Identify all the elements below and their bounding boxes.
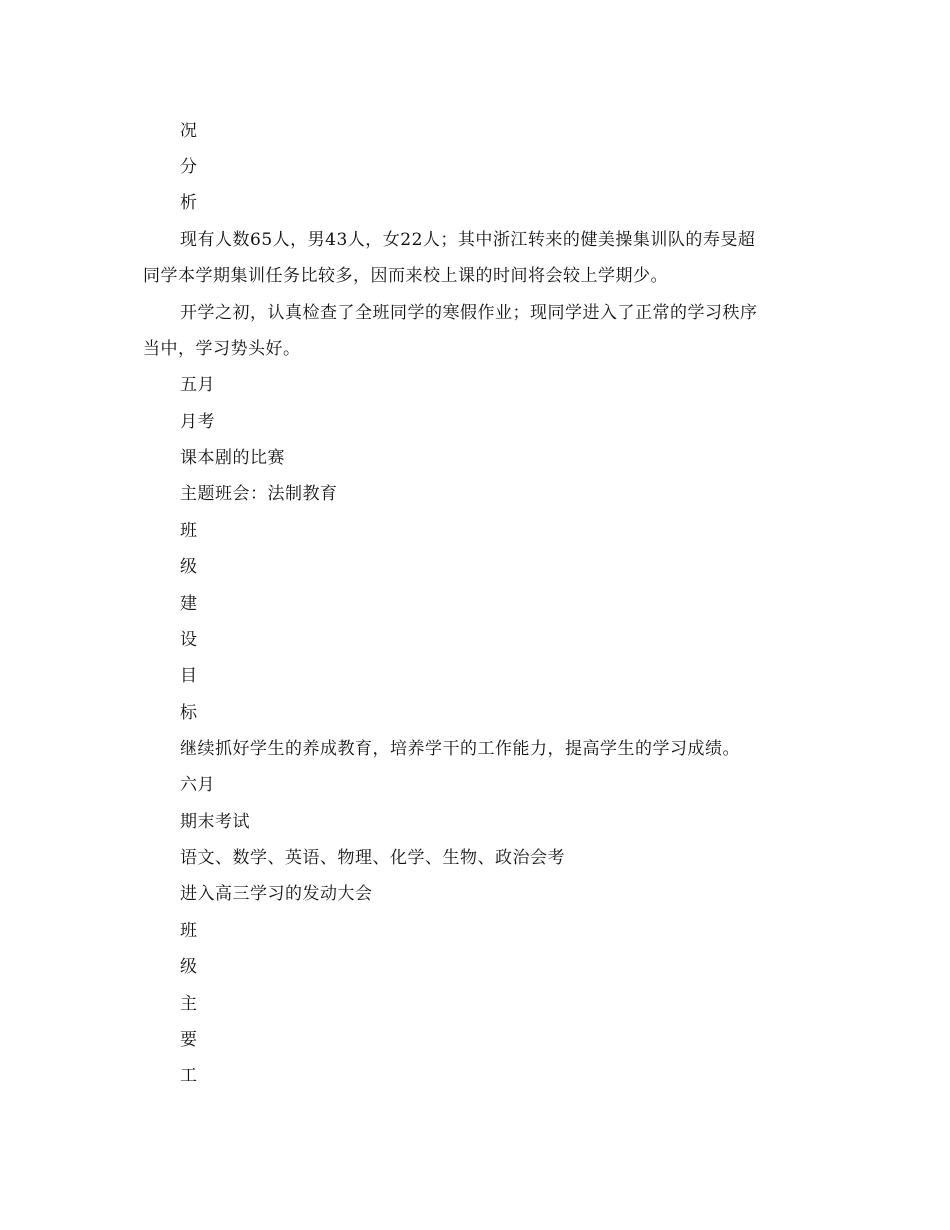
text-line-ji-2: 级 xyxy=(180,957,198,977)
month-may: 五月 xyxy=(180,375,215,395)
text-line-kuang: 况 xyxy=(180,121,198,141)
text-line-yao: 要 xyxy=(180,1030,198,1050)
text-line-she: 设 xyxy=(180,630,198,650)
text-line-ban: 班 xyxy=(180,521,198,541)
text-line-fen: 分 xyxy=(180,157,198,177)
month-june: 六月 xyxy=(180,775,215,795)
event-theme-meeting: 主题班会：法制教育 xyxy=(180,484,338,504)
paragraph-class-status-line-1: 现有人数65人，男43人，女22人；其中浙江转来的健美操集训队的寿旻超 xyxy=(180,230,756,250)
paragraph-class-status-line-2: 同学本学期集训任务比较多，因而来校上课的时间将会较上学期少。 xyxy=(143,266,668,286)
event-monthly-exam: 月考 xyxy=(180,412,215,432)
event-final-exam: 期末考试 xyxy=(180,812,250,832)
text-line-zhu: 主 xyxy=(180,994,198,1014)
text-line-jian: 建 xyxy=(180,594,198,614)
text-line-gong: 工 xyxy=(180,1066,198,1086)
paragraph-semester-start-line-2: 当中，学习势头好。 xyxy=(143,339,301,359)
text-line-mu: 目 xyxy=(180,666,198,686)
event-mobilization-meeting: 进入高三学习的发动大会 xyxy=(180,884,373,904)
text-line-biao: 标 xyxy=(180,703,198,723)
paragraph-semester-start-line-1: 开学之初，认真检查了全班同学的寒假作业；现同学进入了正常的学习秩序 xyxy=(180,303,758,323)
event-subject-exams: 语文、数学、英语、物理、化学、生物、政治会考 xyxy=(180,848,565,868)
text-line-ban-2: 班 xyxy=(180,921,198,941)
paragraph-class-goal: 继续抓好学生的养成教育，培养学干的工作能力，提高学生的学习成绩。 xyxy=(180,739,740,759)
text-line-xi: 析 xyxy=(180,193,198,213)
event-textbook-drama: 课本剧的比赛 xyxy=(180,448,285,468)
text-line-ji: 级 xyxy=(180,557,198,577)
